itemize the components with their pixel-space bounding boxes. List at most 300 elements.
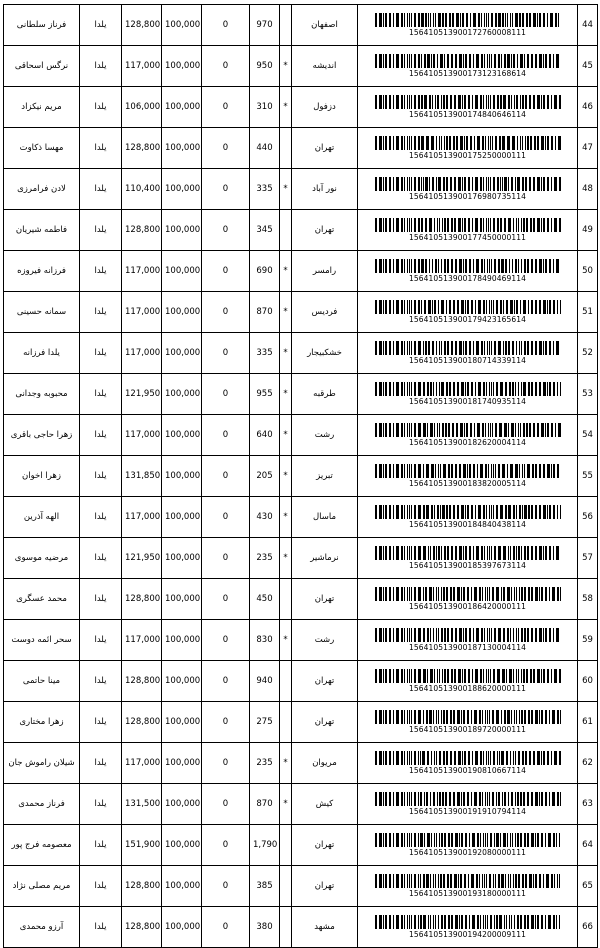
recipient-name: یلدا فرزانه (4, 333, 80, 374)
barcode-bar (401, 423, 403, 437)
barcode-bar (508, 218, 511, 232)
barcode-bar (543, 341, 544, 355)
barcode-bar (418, 259, 420, 273)
barcode-bar (474, 792, 477, 806)
barcode-bar (528, 710, 530, 724)
barcode-bar (433, 13, 434, 27)
barcode-bar (479, 587, 481, 601)
barcode-bar (486, 218, 487, 232)
barcode-bar (474, 587, 477, 601)
barcode-bar (393, 300, 394, 314)
barcode-bar (491, 546, 492, 560)
barcode-bar (498, 874, 500, 888)
barcode-bar (502, 792, 503, 806)
barcode-bar (375, 874, 377, 888)
weight: 870 (250, 292, 280, 333)
barcode-bar (551, 423, 553, 437)
barcode-bar (411, 546, 412, 560)
barcode-bar (516, 669, 517, 683)
barcode-bar (411, 341, 412, 355)
total-amount: 128,800 (122, 866, 162, 907)
barcode-bar (480, 833, 481, 847)
barcode-bar (556, 259, 559, 273)
barcode-bar (560, 710, 561, 724)
barcode-bar (443, 751, 445, 765)
recipient-name: مریم نیکزاد (4, 87, 80, 128)
barcode-bar (524, 464, 525, 478)
destination-city: تهران (292, 128, 358, 169)
barcode-bar (411, 259, 412, 273)
barcode-bar (506, 669, 507, 683)
barcode-bar (520, 423, 521, 437)
barcode-bar (523, 218, 525, 232)
barcode-bar (458, 669, 461, 683)
barcode-bar (443, 587, 445, 601)
barcode-bar (487, 710, 488, 724)
barcode-bar (506, 751, 508, 765)
barcode-bar (409, 505, 410, 519)
barcode-bar (389, 341, 391, 355)
base-amount: 100,000 (162, 907, 202, 948)
barcode-bar (427, 423, 428, 437)
barcode-bar (411, 177, 412, 191)
zero-amount: 0 (202, 5, 250, 46)
barcode-bar (430, 874, 431, 888)
barcode-cell (358, 292, 578, 333)
barcode-bar (473, 464, 475, 478)
barcode-bar (404, 136, 405, 150)
barcode-bar (504, 792, 506, 806)
barcode-bar (484, 54, 485, 68)
zero-amount: 0 (202, 292, 250, 333)
barcode-bar (407, 136, 408, 150)
zero-amount: 0 (202, 907, 250, 948)
barcode-bar (418, 464, 421, 478)
barcode-bar (556, 628, 559, 642)
barcode-bar (557, 587, 559, 601)
barcode-bar (503, 628, 505, 642)
barcode-bar (541, 751, 542, 765)
barcode-bar (471, 505, 473, 519)
barcode-bar (418, 915, 419, 929)
barcode-bar (383, 464, 384, 478)
barcode-bar (513, 874, 514, 888)
barcode-bar (430, 669, 433, 683)
barcode-bar (482, 874, 483, 888)
barcode-bar (430, 792, 431, 806)
barcode-bar (486, 505, 487, 519)
barcode-bar (433, 874, 434, 888)
row-index: 63 (578, 784, 598, 825)
barcode-bar (407, 341, 408, 355)
barcode-bar (535, 259, 537, 273)
barcode-bar (515, 177, 516, 191)
barcode-bar (447, 54, 449, 68)
barcode-bar (447, 546, 449, 560)
barcode-bar (475, 505, 476, 519)
barcode-bar (409, 874, 410, 888)
barcode-bar (411, 382, 412, 396)
recipient-name: فرناز محمدی (4, 784, 80, 825)
barcode-bar (465, 915, 467, 929)
barcode-bar (494, 341, 496, 355)
barcode-bar (559, 915, 560, 929)
table-row (4, 702, 598, 743)
barcode-bar (396, 423, 399, 437)
barcode-bar (474, 136, 475, 150)
barcode-bar (486, 13, 487, 27)
base-amount: 100,000 (162, 46, 202, 87)
barcode-bar (383, 792, 384, 806)
asterisk-mark (280, 825, 292, 866)
barcode-bar (449, 300, 451, 314)
barcode-bar (407, 54, 408, 68)
barcode-bar (446, 710, 448, 724)
barcode-bar (434, 669, 435, 683)
table-row (4, 456, 598, 497)
barcode-bar (553, 915, 555, 929)
barcode-bar (522, 136, 523, 150)
barcode-bar (541, 669, 542, 683)
barcode-bar (498, 54, 500, 68)
asterisk-mark (280, 866, 292, 907)
barcode-bar (553, 382, 555, 396)
barcode-bar (439, 218, 440, 232)
barcode-bar (523, 382, 526, 396)
barcode-bar (531, 628, 533, 642)
agent-name: یلدا (80, 374, 122, 415)
barcode-bar (393, 628, 394, 642)
barcode-bar (453, 382, 455, 396)
barcode-bar (549, 792, 550, 806)
barcode-bar (401, 341, 403, 355)
barcode-bar (442, 669, 443, 683)
barcode-bar (486, 177, 487, 191)
barcode-bar (490, 95, 491, 109)
barcode-bar (436, 587, 437, 601)
barcode-bar (438, 915, 439, 929)
barcode-bar (426, 710, 428, 724)
zero-amount: 0 (202, 210, 250, 251)
barcode-bar (451, 669, 453, 683)
barcode-bar (375, 259, 377, 273)
barcode-bar (396, 177, 399, 191)
barcode-bar (522, 505, 523, 519)
barcode-bar (472, 218, 473, 232)
barcode-number: 156410513900188620000111 (409, 684, 526, 693)
barcode-bar (407, 505, 408, 519)
barcode-bar (533, 177, 535, 191)
barcode-bar (487, 792, 488, 806)
barcode-bar (385, 218, 387, 232)
barcode-bar (541, 915, 543, 929)
row-index: 61 (578, 702, 598, 743)
barcode-bar (558, 136, 561, 150)
barcode-bar (506, 300, 508, 314)
barcode-bar (375, 710, 377, 724)
barcode-bar (482, 710, 483, 724)
barcode-bar (521, 341, 522, 355)
barcode-bar (549, 341, 551, 355)
barcode-bar (493, 95, 495, 109)
barcode-bar (418, 874, 419, 888)
base-amount: 100,000 (162, 333, 202, 374)
barcode-bar (520, 792, 522, 806)
barcode-bar (465, 833, 467, 847)
recipient-name: معصومه فرج پور (4, 825, 80, 866)
row-index: 52 (578, 333, 598, 374)
barcode-bar (379, 792, 382, 806)
barcode-bar (556, 54, 559, 68)
barcode-bar (446, 587, 448, 601)
barcode-bar (498, 341, 501, 355)
total-amount: 128,800 (122, 128, 162, 169)
barcode-bar (552, 587, 555, 601)
barcode-bar (458, 218, 461, 232)
barcode-bar (463, 587, 465, 601)
barcode-bar (483, 833, 484, 847)
agent-name: یلدا (80, 579, 122, 620)
barcode-bar (444, 546, 446, 560)
barcode-bar (389, 546, 391, 560)
barcode-bar (396, 54, 399, 68)
barcode-bar (393, 259, 394, 273)
barcode-bar (426, 136, 429, 150)
barcode-bar (461, 710, 462, 724)
barcode-bar (489, 792, 490, 806)
barcode-bar (539, 505, 541, 519)
barcode-bar (507, 464, 508, 478)
barcode-cell (358, 415, 578, 456)
barcode-bar (522, 13, 524, 27)
barcode-bar (389, 259, 391, 273)
barcode-bar (526, 13, 528, 27)
barcode-bar (404, 915, 405, 929)
barcode-bar (461, 915, 463, 929)
barcode-bar (427, 751, 429, 765)
barcode-bar (560, 505, 561, 519)
barcode-bar (448, 464, 450, 478)
barcode-bar (446, 177, 448, 191)
barcode-bar (389, 628, 391, 642)
barcode-bar (401, 587, 403, 601)
barcode-bar (401, 546, 403, 560)
barcode-bar (518, 423, 519, 437)
barcode-bar (435, 259, 437, 273)
barcode-bar (433, 792, 435, 806)
barcode-bar (531, 300, 533, 314)
barcode-bar (407, 874, 408, 888)
barcode-bar (560, 587, 561, 601)
barcode-bar (557, 464, 559, 478)
barcode-bar (502, 13, 504, 27)
barcode-bar (539, 792, 540, 806)
barcode-bar (508, 546, 509, 560)
barcode-bar (379, 300, 382, 314)
barcode-bar (510, 300, 513, 314)
barcode-bar (530, 136, 532, 150)
barcode-bar (383, 54, 384, 68)
barcode-bar (463, 341, 464, 355)
barcode-bar (455, 54, 457, 68)
recipient-name: آرزو محمدی (4, 907, 80, 948)
weight: 950 (250, 46, 280, 87)
recipient-name: مینا حاتمی (4, 661, 80, 702)
barcode-bar (385, 915, 387, 929)
barcode-bar (480, 915, 481, 929)
barcode-bar (401, 382, 403, 396)
barcode-bar (481, 54, 483, 68)
barcode-bar (485, 710, 486, 724)
barcode-bar (557, 382, 558, 396)
barcode-bar (427, 628, 429, 642)
barcode-bar (503, 341, 504, 355)
barcode-bar (510, 13, 511, 27)
barcode-bar (401, 54, 403, 68)
barcode-image (375, 628, 561, 642)
barcode-bar (489, 546, 490, 560)
barcode-bar (432, 95, 433, 109)
barcode-bar (424, 300, 426, 314)
barcode-bar (543, 751, 545, 765)
barcode-bar (541, 136, 544, 150)
barcode-bar (475, 382, 476, 396)
barcode-bar (442, 792, 444, 806)
barcode-bar (420, 792, 422, 806)
barcode-bar (518, 546, 520, 560)
zero-amount: 0 (202, 128, 250, 169)
barcode-bar (543, 54, 544, 68)
barcode-bar (414, 546, 416, 560)
barcode-bar (420, 874, 421, 888)
barcode-bar (469, 259, 471, 273)
barcode-bar (385, 751, 387, 765)
barcode-bar (432, 177, 434, 191)
barcode-bar (430, 628, 431, 642)
barcode-bar (438, 628, 439, 642)
barcode-bar (461, 792, 462, 806)
barcode-bar (504, 177, 507, 191)
barcode-bar (494, 833, 495, 847)
barcode-bar (507, 13, 508, 27)
barcode-bar (393, 587, 394, 601)
barcode-bar (420, 751, 421, 765)
barcode-bar (375, 382, 377, 396)
table-row (4, 5, 598, 46)
barcode-bar (446, 136, 448, 150)
barcode-bar (530, 669, 532, 683)
barcode-image (375, 177, 561, 191)
barcode-bar (421, 95, 423, 109)
table-row (4, 538, 598, 579)
barcode-bar (519, 710, 520, 724)
barcode-bar (483, 751, 484, 765)
barcode-bar (554, 218, 557, 232)
barcode-bar (465, 259, 467, 273)
barcode-bar (505, 382, 507, 396)
barcode-bar (455, 259, 457, 273)
barcode-bar (439, 669, 440, 683)
barcode-bar (383, 833, 384, 847)
barcode-bar (539, 710, 540, 724)
barcode-bar (543, 874, 544, 888)
barcode-bar (389, 833, 391, 847)
barcode-cell (358, 538, 578, 579)
barcode-bar (539, 546, 542, 560)
barcode-bar (522, 95, 524, 109)
barcode-cell (358, 333, 578, 374)
barcode-bar (389, 177, 391, 191)
barcode-bar (425, 13, 427, 27)
barcode-bar (414, 874, 416, 888)
asterisk-mark: * (280, 169, 292, 210)
barcode-bar (411, 136, 412, 150)
barcode-bar (426, 792, 428, 806)
barcode-bar (433, 587, 434, 601)
barcode-bar (424, 54, 426, 68)
barcode-bar (435, 464, 436, 478)
barcode-bar (493, 669, 495, 683)
barcode-bar (434, 218, 435, 232)
barcode-bar (535, 915, 536, 929)
barcode-bar (434, 833, 435, 847)
barcode-bar (443, 95, 445, 109)
barcode-bar (491, 13, 493, 27)
table-row (4, 743, 598, 784)
barcode-bar (385, 423, 387, 437)
barcode-bar (537, 833, 539, 847)
agent-name: یلدا (80, 497, 122, 538)
barcode-bar (379, 218, 382, 232)
barcode-bar (457, 792, 460, 806)
barcode-bar (531, 587, 533, 601)
barcode-bar (465, 382, 466, 396)
barcode-bar (385, 628, 387, 642)
barcode-bar (396, 136, 399, 150)
barcode-bar (444, 669, 446, 683)
barcode-bar (545, 259, 547, 273)
barcode-bar (409, 13, 410, 27)
barcode-bar (465, 341, 467, 355)
barcode-bar (517, 54, 518, 68)
barcode-bar (528, 587, 530, 601)
barcode-image (375, 382, 561, 396)
barcode-bar (468, 751, 470, 765)
barcode-bar (393, 218, 394, 232)
barcode-bar (439, 136, 440, 150)
barcode-bar (375, 95, 377, 109)
barcode-bar (457, 505, 459, 519)
barcode-bar (460, 13, 461, 27)
barcode-bar (401, 915, 403, 929)
barcode-bar (396, 628, 399, 642)
barcode-cell (358, 128, 578, 169)
barcode-bar (515, 13, 518, 27)
row-index: 48 (578, 169, 598, 210)
barcode-bar (447, 218, 449, 232)
barcode-bar (409, 464, 410, 478)
barcode-bar (516, 546, 517, 560)
barcode-bar (511, 95, 512, 109)
barcode-bar (463, 464, 466, 478)
barcode-bar (466, 13, 468, 27)
barcode-number: 156410513900175250000111 (409, 151, 526, 160)
barcode-bar (487, 546, 488, 560)
barcode-image (375, 833, 561, 847)
barcode-bar (468, 874, 469, 888)
barcode-bar (477, 464, 478, 478)
barcode-cell (358, 456, 578, 497)
